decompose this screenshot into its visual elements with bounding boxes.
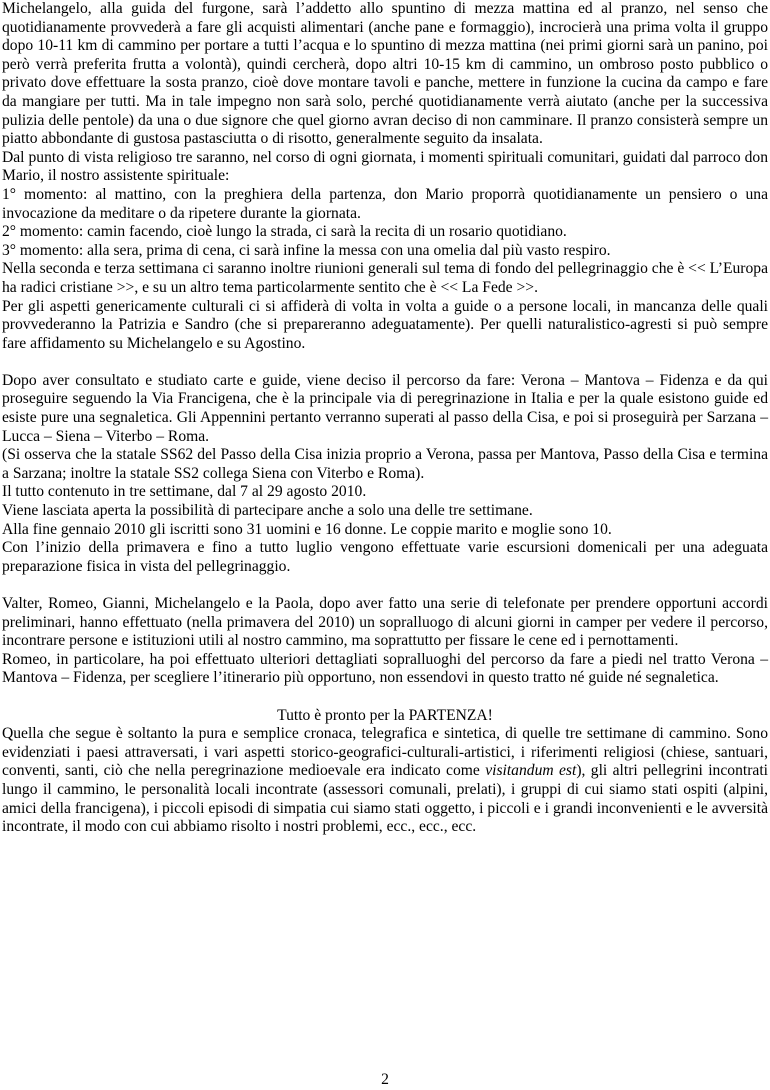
- paragraph-romeo: Romeo, in particolare, ha poi effettuato ulteriori dettagliati sopralluoghi del percorso da fare a piedi nel tratto Verona – Mantova – Fidenza, per scegliere l’itinerario più opportuno, non essendovi in questo tratto né guide né segnaletica.: [2, 650, 768, 687]
- paragraph-route: Dopo aver consultato e studiato carte e guide, viene deciso il percorso da fare: Verona – Mantova – Fidenza e da qui proseguire seguendo la Via Francigena, che è la principale via di peregrinazione in Italia e per la quale esistono guide ed esiste pure una segnaletica. Gli Appennini pertanto verranno superati al passo della Cisa, e poi si proseguirà per Sarzana – Lucca – Siena – Viterbo – Roma.: [2, 371, 768, 445]
- paragraph-one-week: Viene lasciata aperta la possibilità di partecipare anche a solo una delle tre settimane.: [2, 502, 533, 520]
- section-heading: Tutto è pronto per la PARTENZA!: [277, 706, 493, 724]
- paragraph-dates: Il tutto contenuto in tre settimane, dal 7 al 29 agosto 2010.: [2, 483, 367, 501]
- paragraph-enrolled: Alla fine gennaio 2010 gli iscritti sono 31 uomini e 16 donne. Le coppie marito e moglie sono 10.: [2, 520, 612, 538]
- paragraph-moment-3: 3° momento: alla sera, prima di cena, ci sarà infine la messa con una omelia dal più vasto respiro.: [2, 241, 611, 259]
- paragraph-lunch: Michelangelo, alla guida del furgone, sarà l’addetto allo spuntino di mezza mattina ed al pranzo, nel senso che quotidianamente provvederà a fare gli acquisti alimentari (anche pane e formaggio), incrocierà una prima volta il gruppo dopo 10-11 km di cammino per portare a tutti l’acqua e lo spuntino di mezza mattina (nei primi giorni sarà un panino, poi però verrà preferita frutta a volontà), quindi cercherà, dopo altri 10-15 km di cammino, un ombroso posto pubblico o privato dove effettuare la sosta pranzo, cioè dove montare tavoli e panche, mettere in funzione la cucina da campo e fare da mangiare per tutti. Ma in tale impegno non sarà solo, perché quotidianamente verrà aiutato (anche per la successiva pulizia delle pentole) da una o due signore che quel giorno avran deciso di non camminare. Il pranzo consisterà sempre un piatto abbondante di gustosa pastasciutta o di risotto, generalmente seguito da insalata.: [2, 0, 768, 148]
- paragraph-moment-1: 1° momento: al mattino, con la preghiera della partenza, don Mario proporrà quotidianamente un pensiero o una invocazione da meditare o da ripetere durante la giornata.: [2, 185, 768, 222]
- paragraph-meetings: Nella seconda e terza settimana ci saranno inoltre riunioni generali sul tema di fondo del pellegrinaggio che è << L’Europa ha radici cristiane >>, e su un altro tema particolarmente sentito che è << La Fede >>.: [2, 260, 768, 296]
- blank-line: [2, 688, 768, 707]
- blank-line: [2, 576, 768, 595]
- paragraph-moment-2: 2° momento: camin facendo, cioè lungo la strada, ci sarà la recita di un rosario quotidiano.: [2, 223, 567, 241]
- body-text: [2, 0, 768, 837]
- paragraph-chronicle: [2, 725, 768, 837]
- paragraph-religious-intro: Dal punto di vista religioso tre saranno, nel corso di ogni giornata, i momenti spirituali comunitari, guidati dal parroco don Mario, il nostro assistente spirituale:: [2, 148, 768, 185]
- paragraph-training: Con l’inizio della primavera e fino a tutto luglio vengono effettuate varie escursioni domenicali per una adeguata preparazione fisica in vista del pellegrinaggio.: [2, 539, 768, 575]
- paragraph-culture: Per gli aspetti genericamente culturali ci si affiderà di volta in volta a guide o a persone locali, in mancanza delle quali provvederanno la Patrizia e Sandro (che si prepareranno adeguatamente). Per quelli naturalistico-agresti si può sempre fare affidamento su Michelangelo e su Agostino.: [2, 297, 768, 352]
- page-number: 2: [381, 1071, 389, 1088]
- paragraph-scouting: Valter, Romeo, Gianni, Michelangelo e la Paola, dopo aver fatto una serie di telefonate per prendere opportuni accordi preliminari, hanno effettuato (nella primavera del 2010) un sopralluogo di alcuni giorni in camper per vedere il percorso, incontrare persone e istituzioni utili al nostro cammino, ma soprattutto per fissare le cene ed i pernottamenti.: [2, 595, 768, 650]
- paragraph-ss62-note: (Si osserva che la statale SS62 del Passo della Cisa inizia proprio a Verona, passa per Mantova, Passo della Cisa e termina a Sarzana; inoltre la statale SS2 collega Siena con Viterbo e Roma).: [2, 446, 768, 482]
- chronicle-latin-term: visitandum est: [485, 762, 577, 780]
- blank-line: [2, 353, 768, 372]
- chronicle-text-end: ), gli altri pellegrini incontrati lungo il cammino, le personalità locali incontrate (assessori comunali, prelati), i gruppi di cui siamo stati ospiti (alpini, amici della francigena), i piccoli episodi di simpatia cui siamo stati oggetto, i piccoli e i grandi inconvenienti e le avversità incontrate, il modo con cui abbiamo risolto i nostri problemi, ecc., ecc., ecc.: [2, 762, 768, 836]
- chronicle-text-start: Quella che segue è soltanto la pura e semplice cronaca, telegrafica e sintetica, di quelle tre settimane di cammino. Sono evidenziati i paesi attraversati, i vari aspetti storico-geografici-culturali-artistici, i riferimenti religiosi (chiese, santuari, conventi, santi, ciò che nella peregrinazione medioevale era indicato come: [2, 725, 768, 780]
